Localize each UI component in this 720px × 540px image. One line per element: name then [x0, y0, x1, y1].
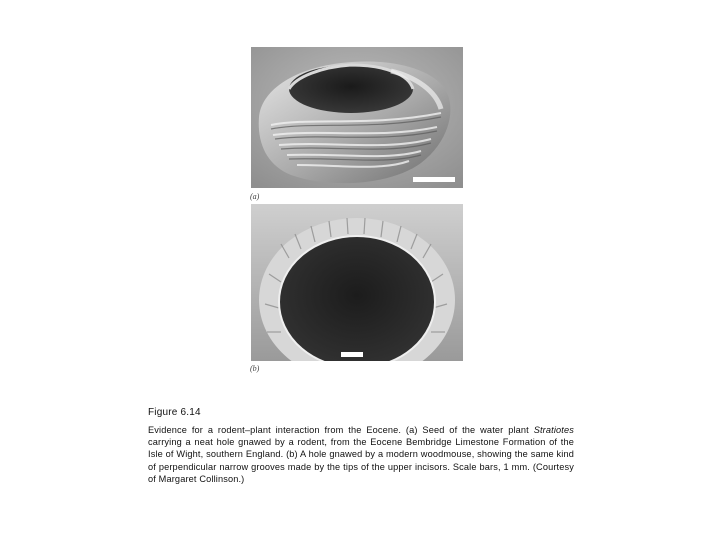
caption-text-1: Evidence for a rodent–plant interaction from the Eocene. (a) Seed of the water plant: [148, 425, 534, 435]
panel-b-label: (b): [250, 364, 260, 373]
figure-title: Figure 6.14: [148, 407, 201, 418]
figure-panel-b: [251, 204, 463, 361]
scale-bar: [341, 352, 363, 357]
figure-panel-a: [251, 47, 463, 188]
scale-bar: [413, 177, 455, 182]
seed-sem-image: [251, 47, 463, 188]
figure-caption: [148, 424, 574, 485]
caption-text-2: carrying a neat hole gnawed by a rodent, from the Eocene Bembridge Limestone Formation of the Isle of Wight, southern England. (b) A hole gnawed by a modern woodmouse, showing the same kind of perpendicular narrow grooves made by the tips of the upper incisors. Scale bars, 1 mm. (Courtesy of Margaret Collinson.): [148, 437, 574, 484]
hole-sem-image: [251, 204, 463, 361]
caption-species: Stratiotes: [533, 425, 574, 435]
panel-a-label: (a): [250, 192, 260, 201]
